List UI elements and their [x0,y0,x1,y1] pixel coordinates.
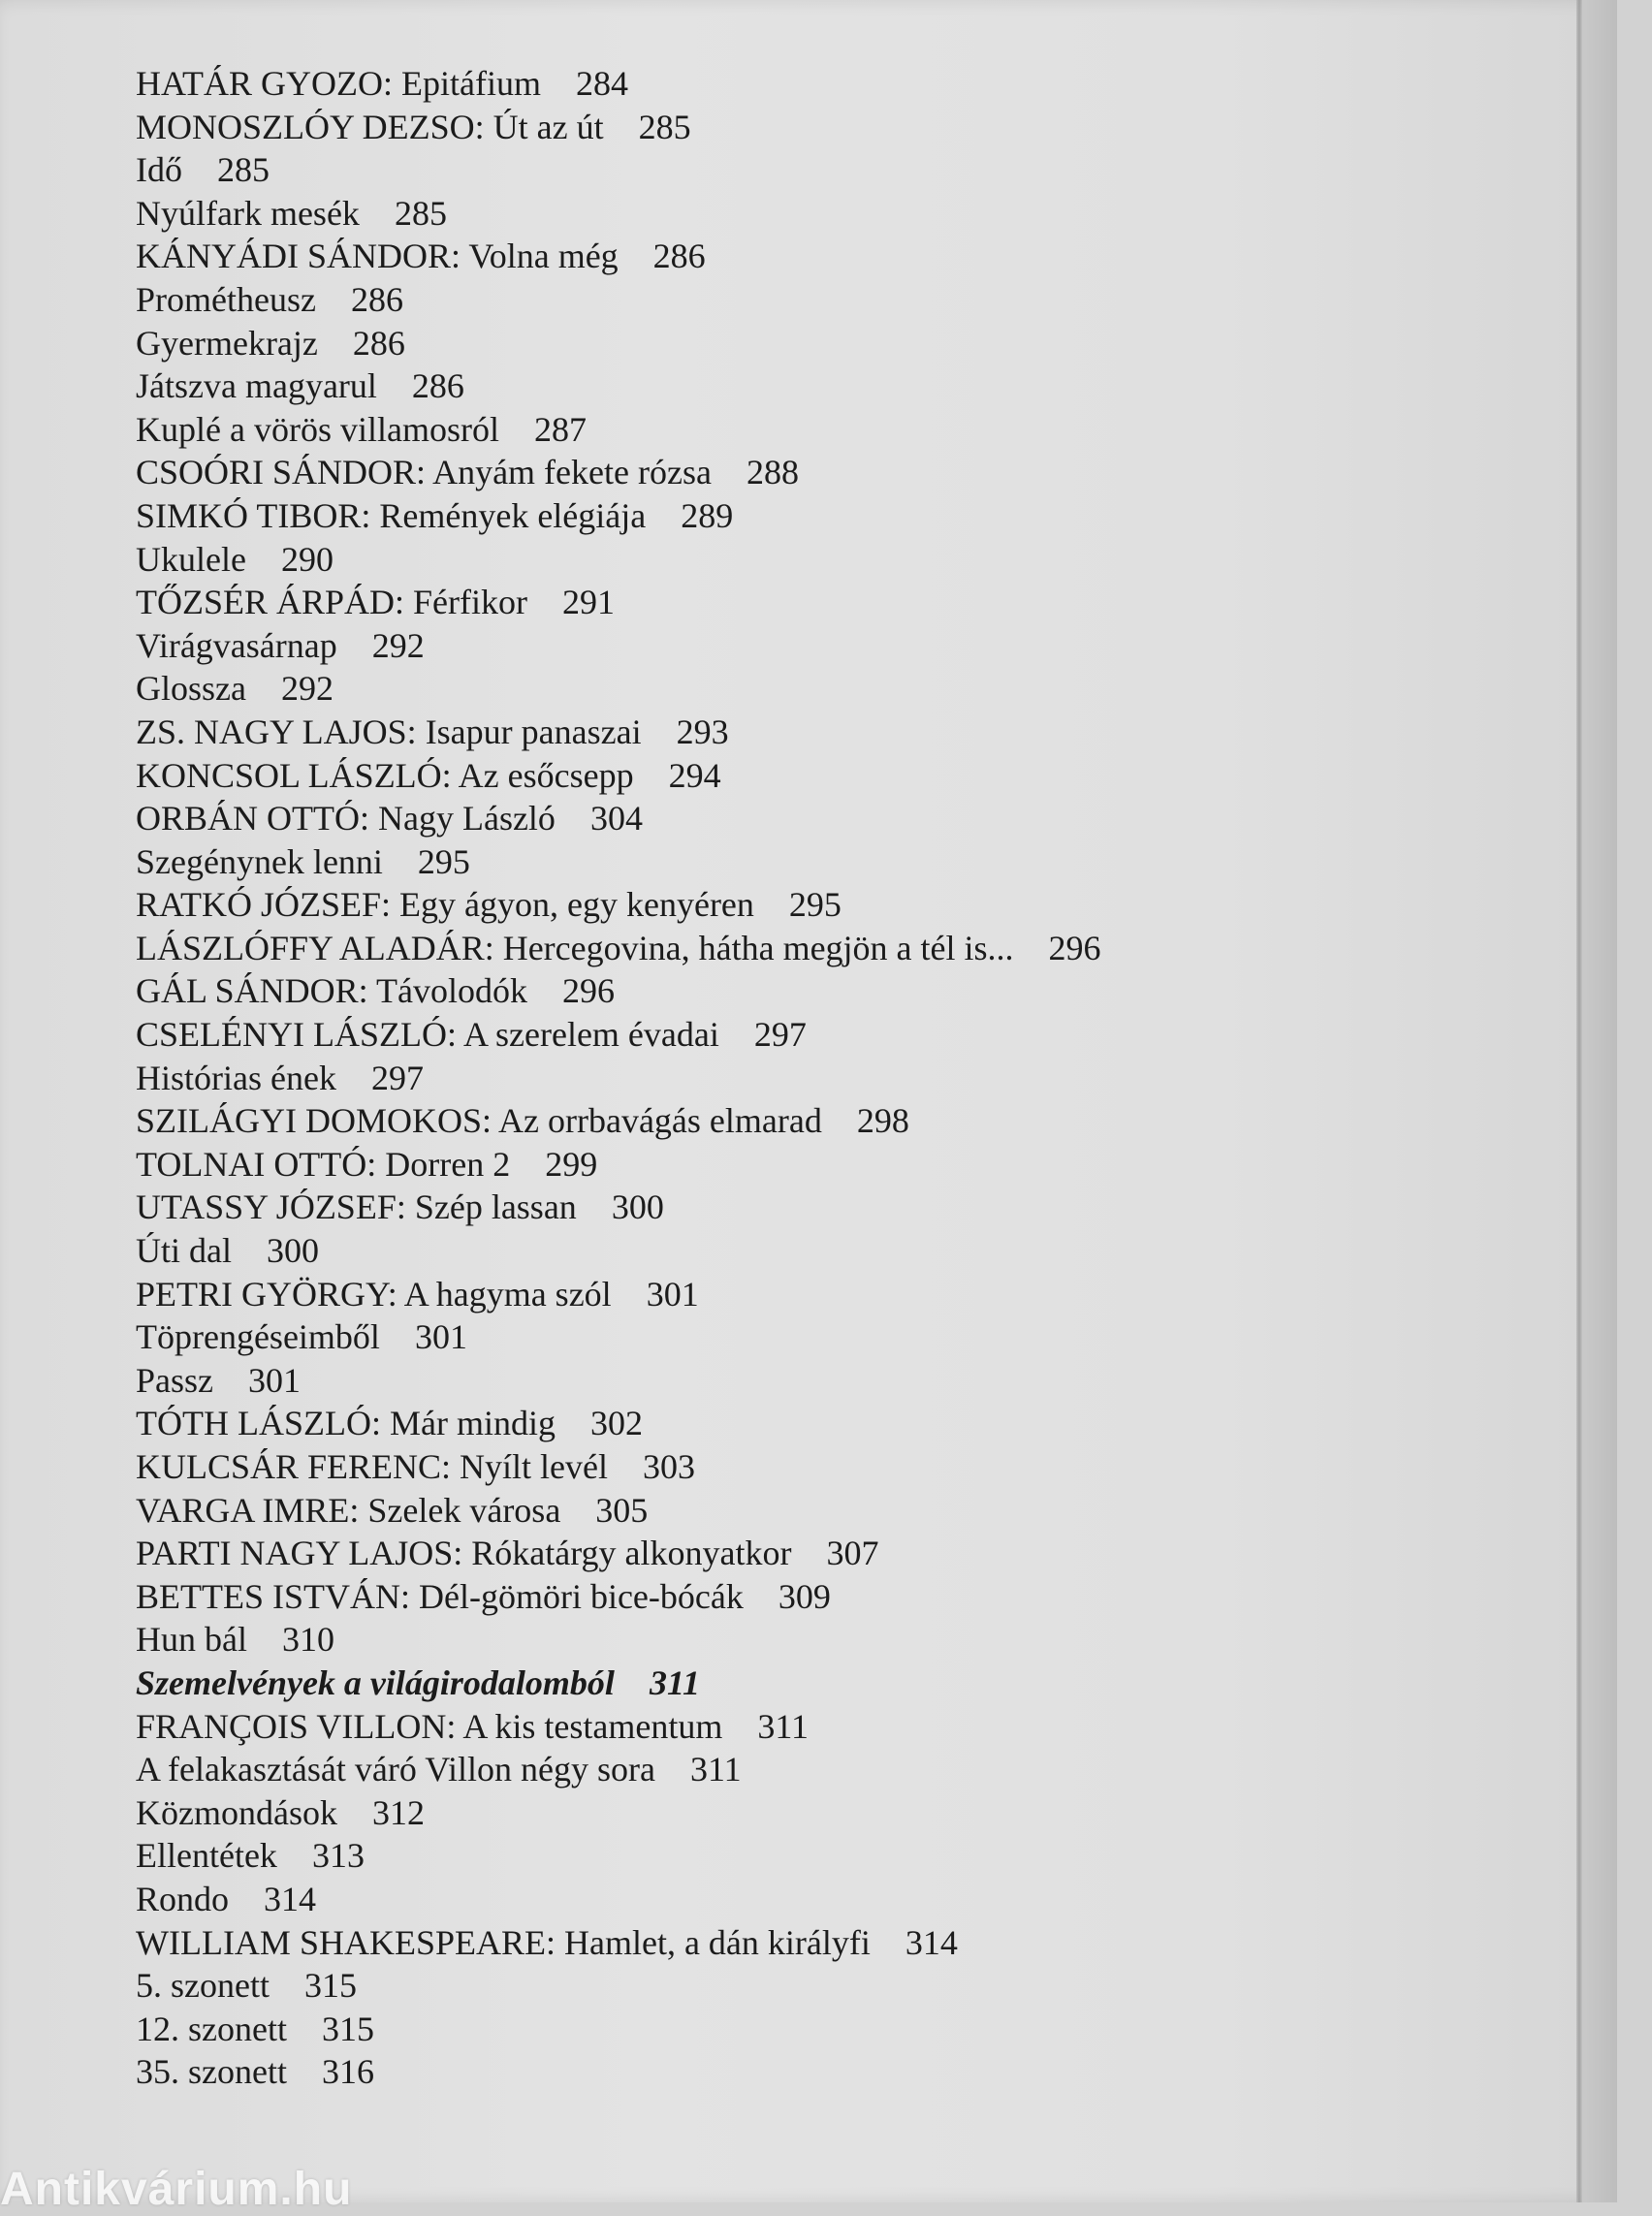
toc-entry [136,1057,1260,1100]
toc-entry-title: Ukulele [136,539,246,579]
toc-entry-title: SIMKÓ TIBOR: Remények elégiája [136,495,647,535]
toc-entry-page-number: 292 [280,669,334,709]
toc-entry [136,322,1260,365]
toc-entry [136,235,1260,278]
toc-entry [136,1315,1260,1359]
toc-entry [136,1186,1260,1229]
toc-entry [136,1834,1260,1878]
toc-entry-title: CSOÓRI SÁNDOR: Anyám fekete rózsa [136,453,712,492]
toc-entry [136,408,1260,452]
toc-entry-title: TOLNAI OTTÓ: Dorren 2 [136,1144,511,1184]
toc-entry-page-number: 285 [394,193,447,233]
toc-entry [136,667,1260,711]
toc-entry [136,364,1260,408]
toc-entry-title: WILLIAM SHAKESPEARE: Hamlet, a dán királyfi [136,1922,871,1962]
toc-entry [136,1273,1260,1316]
toc-section-heading [136,1662,1260,1705]
toc-entry-title: BETTES ISTVÁN: Dél-gömöri bice-bócák [136,1576,744,1616]
toc-entry-title: Töprengéseimből [136,1317,380,1357]
toc-entry-page-number: 303 [643,1447,696,1486]
watermark: Antikvárium.hu [0,2164,353,2215]
toc-entry-title: Hun bál [136,1620,247,1660]
toc-entry [136,1791,1260,1835]
toc-entry-page-number: 311 [690,1750,742,1789]
toc-entry-title: UTASSY JÓZSEF: Szép lassan [136,1187,577,1227]
toc-entry [136,1402,1260,1445]
toc-entry-page-number: 292 [371,625,425,665]
toc-entry-title: Passz [136,1360,213,1400]
toc-entry-title: Játszva magyarul [136,366,377,406]
toc-entry-title: Prométheusz [136,279,316,319]
toc-entry-page-number: 293 [676,712,729,751]
toc-entry-page-number: 295 [417,841,470,881]
toc-entry-title: Szemelvények a világirodalomból [136,1662,615,1702]
toc-entry-page-number: 301 [248,1360,301,1400]
toc-entry-page-number: 314 [905,1922,958,1962]
toc-entry-title: Ellentétek [136,1836,277,1876]
toc-entry-title: LÁSZLÓFFY ALADÁR: Hercegovina, hátha megjön a tél is... [136,928,1014,967]
toc-entry [136,581,1260,624]
page-edge [1582,0,1617,2202]
toc-entry [136,1618,1260,1662]
toc-entry-title: Gyermekrajz [136,323,318,363]
toc-entry-page-number: 313 [311,1836,365,1876]
toc-entry-title: KULCSÁR FERENC: Nyílt levél [136,1447,609,1486]
toc-entry-page-number: 309 [778,1576,831,1616]
toc-entry-page-number: 304 [589,799,643,839]
toc-entry-title: GÁL SÁNDOR: Távolodók [136,971,527,1011]
toc-entry-title: Szegénynek lenni [136,841,383,881]
toc-entry [136,927,1260,970]
toc-entry-page-number: 286 [352,323,405,363]
toc-entry-page-number: 302 [589,1404,643,1443]
toc-entry-page-number: 300 [266,1231,319,1271]
toc-entry-page-number: 305 [595,1490,649,1530]
toc-entry-title: SZILÁGYI DOMOKOS: Az orrbavágás elmarad [136,1101,822,1141]
toc-entry-page-number: 297 [753,1015,807,1055]
toc-entry-title: Idő [136,150,182,190]
toc-entry-title: Rondo [136,1879,230,1918]
toc-entry-title: MONOSZLÓY DEZSO: Út az út [136,107,604,146]
toc-entry-title: 35. szonett [136,2052,287,2092]
toc-entry-title: Histórias ének [136,1058,336,1097]
toc-entry-title: Glossza [136,669,246,709]
toc-entry [136,494,1260,538]
toc-entry [136,1013,1260,1057]
toc-entry [136,1575,1260,1619]
toc-entry-title: Nyúlfark mesék [136,193,360,233]
toc-entry-page-number: 300 [611,1187,664,1227]
toc-entry-title: PETRI GYÖRGY: A hagyma szól [136,1274,612,1314]
toc-entry-page-number: 286 [350,279,403,319]
toc-entry [136,1878,1260,1921]
toc-entry [136,1099,1260,1143]
toc-entry-page-number: 299 [545,1144,598,1184]
toc-entry-page-number: 310 [281,1620,334,1660]
toc-entry [136,840,1260,884]
toc-entry-page-number: 315 [321,2009,374,2048]
toc-entry-page-number: 311 [649,1662,700,1702]
toc-entry-title: Úti dal [136,1231,232,1271]
toc-entry-title: Kuplé a vörös villamosról [136,409,499,449]
toc-entry [136,538,1260,582]
toc-entry-page-number: 288 [746,453,799,492]
toc-entry-page-number: 314 [264,1879,317,1918]
toc-entry-page-number: 301 [646,1274,699,1314]
toc-entry-page-number: 312 [371,1792,425,1832]
toc-entry-title: RATKÓ JÓZSEF: Egy ágyon, egy kenyéren [136,885,754,925]
toc-entry-title: FRANÇOIS VILLON: A kis testamentum [136,1706,723,1746]
toc-entry-title: KONCSOL LÁSZLÓ: Az esőcsepp [136,755,634,795]
toc-entry [136,1359,1260,1403]
toc-entry-title: HATÁR GYOZO: Epitáfium [136,64,541,103]
toc-entry [136,1748,1260,1791]
toc-entry-title: ORBÁN OTTÓ: Nagy László [136,799,556,839]
toc-entry [136,1532,1260,1575]
toc-entry [136,883,1260,927]
toc-entry-page-number: 284 [575,64,628,103]
toc-entry [136,1964,1260,2008]
table-of-contents [136,62,1260,2094]
toc-entry [136,1445,1260,1489]
toc-entry-title: 12. szonett [136,2009,287,2048]
toc-entry-page-number: 301 [414,1317,467,1357]
toc-entry [136,1921,1260,1965]
toc-entry [136,969,1260,1013]
toc-entry-page-number: 315 [303,1966,357,2006]
toc-entry-title: 5. szonett [136,1966,270,2006]
toc-entry-page-number: 307 [826,1534,879,1573]
toc-entry-page-number: 290 [280,539,334,579]
toc-entry-title: Virágvasárnap [136,625,337,665]
toc-entry-title: Közmondások [136,1792,337,1832]
toc-entry [136,451,1260,494]
toc-entry-page-number: 285 [638,107,691,146]
toc-entry-page-number: 316 [321,2052,374,2092]
toc-entry [136,148,1260,192]
toc-entry [136,278,1260,322]
toc-entry-title: A felakasztását váró Villon négy sora [136,1750,656,1789]
toc-entry-title: TÓTH LÁSZLÓ: Már mindig [136,1404,556,1443]
toc-entry-page-number: 291 [562,583,615,622]
toc-entry [136,797,1260,840]
toc-entry-page-number: 296 [1048,928,1101,967]
toc-entry [136,1489,1260,1533]
toc-entry-page-number: 286 [411,366,464,406]
toc-entry-title: CSELÉNYI LÁSZLÓ: A szerelem évadai [136,1015,719,1055]
toc-entry-page-number: 294 [668,755,721,795]
toc-entry-page-number: 295 [788,885,842,925]
toc-entry-title: KÁNYÁDI SÁNDOR: Volna még [136,237,619,276]
toc-entry [136,711,1260,754]
toc-entry [136,1705,1260,1749]
toc-entry-page-number: 296 [562,971,615,1011]
toc-entry [136,192,1260,236]
toc-entry [136,754,1260,798]
toc-entry-page-number: 287 [533,409,587,449]
toc-entry-page-number: 285 [217,150,270,190]
toc-entry-title: TŐZSÉR ÁRPÁD: Férfikor [136,583,527,622]
toc-entry-page-number: 286 [652,237,706,276]
toc-entry [136,1143,1260,1187]
toc-entry [136,2050,1260,2094]
toc-entry-page-number: 311 [757,1706,810,1746]
toc-entry [136,2008,1260,2051]
toc-entry-title: ZS. NAGY LAJOS: Isapur panaszai [136,712,642,751]
toc-entry-page-number: 297 [370,1058,424,1097]
toc-entry [136,624,1260,668]
toc-entry-page-number: 289 [681,495,734,535]
toc-entry [136,1229,1260,1273]
toc-entry-title: VARGA IMRE: Szelek városa [136,1490,561,1530]
toc-entry-page-number: 298 [856,1101,909,1141]
toc-entry-title: PARTI NAGY LAJOS: Rókatárgy alkonyatkor [136,1534,792,1573]
toc-entry [136,62,1260,106]
toc-entry [136,106,1260,149]
